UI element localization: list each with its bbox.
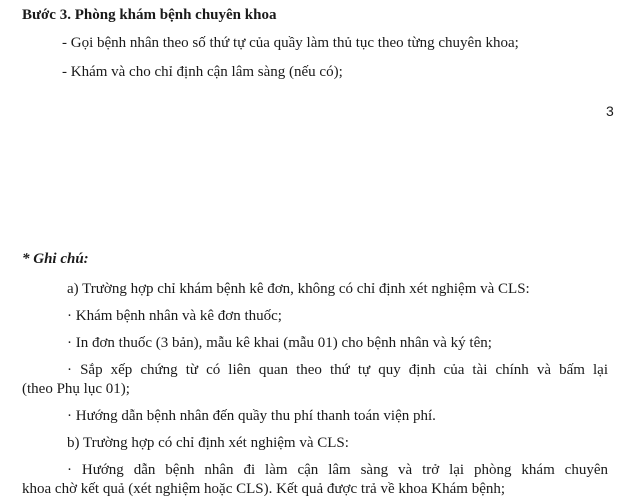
case-a-item-4: · Hướng dẫn bệnh nhân đến quầy thu phí thanh toán viện phí. (67, 408, 436, 424)
case-a-item-1: · Khám bệnh nhân và kê đơn thuốc; (67, 308, 282, 324)
case-a-item-3: · Sắp xếp chứng từ có liên quan theo thứ tự quy định của tài chính và bấm lại (67, 362, 608, 378)
page-number: 3 (606, 103, 614, 119)
step-3-heading: Bước 3. Phòng khám bệnh chuyên khoa (22, 7, 277, 23)
case-b-item-1: · Hướng dẫn bệnh nhân đi làm cận lâm sàng và trở lại phòng khám chuyên (67, 462, 608, 478)
case-a-heading: a) Trường hợp chỉ khám bệnh kê đơn, không có chỉ định xét nghiệm và CLS: (67, 281, 530, 297)
step-3-item-1: - Gọi bệnh nhân theo số thứ tự của quầy làm thủ tục theo từng chuyên khoa; (62, 35, 519, 51)
notes-title: * Ghi chú: (22, 251, 89, 267)
case-b-heading: b) Trường hợp có chỉ định xét nghiệm và CLS: (67, 435, 349, 451)
case-b-item-1-continued: khoa chờ kết quả (xét nghiệm hoặc CLS). Kết quả được trả về khoa Khám bệnh; (22, 481, 506, 497)
case-a-item-2: · In đơn thuốc (3 bản), mẫu kê khai (mẫu 01) cho bệnh nhân và ký tên; (67, 335, 492, 351)
case-a-item-3-continued: (theo Phụ lục 01); (22, 381, 130, 397)
step-3-item-2: - Khám và cho chỉ định cận lâm sàng (nếu có); (62, 64, 343, 80)
